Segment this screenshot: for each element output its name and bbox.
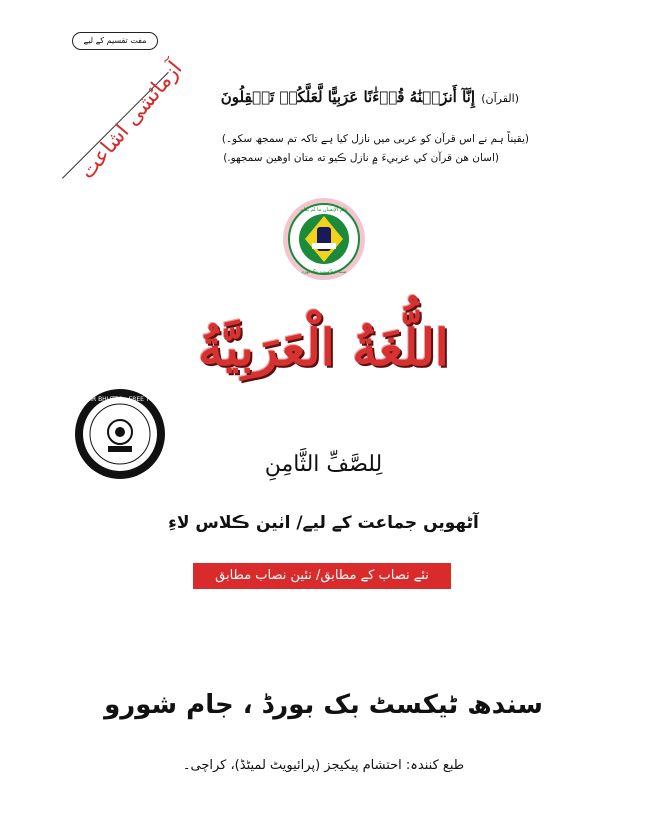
verse-translation-urdu: (یقیناً ہم نے اس قرآن کو عربی میں نازل کیا ہے تاکہ تم سمجھ سکو۔) [221,133,529,145]
quran-verse: إِنَّآ أَنزَلۡنَٰهُ قُرۡءَٰنًا عَرَبِيًّا لَّعَلَّكُمۡ تَعۡقِلُونَ [220,88,475,106]
logo-ring-text: سنڌ ٽيڪسٽ بڪ بورڊ [301,269,347,275]
textbook-board-logo [282,197,366,281]
printer-info: طبع کنندہ: احتشام پیکیجز (پرائیویٹ لمیٹڈ)، کراچی۔ [182,758,465,773]
publisher-board: سندھ ٹیکسٹ بک بورڈ ، جام شورو [104,690,543,720]
seal-ring-text: SHAHEED BENAZIR BHUTTO · FREE TEXTBOOK SERIES [38,396,202,403]
class-label: آٹھویں جماعت کے لیے/ اٺين ڪلاس لاءِ [168,513,479,533]
grade-subtitle: لِلصَّفِّ الثَّامِنِ [264,452,383,477]
book-title: اللُّغَةُ الْعَرَبِيَّةُ [198,318,449,377]
free-distribution-badge: مفت تقسیم کے لیے [72,32,158,50]
quran-reference: (القرآن) [481,92,519,105]
trial-edition-stamp: آزمائشی اشاعت [74,56,187,184]
new-curriculum-banner: نئے نصاب کے مطابق/ نئين نصاب مطابق [193,563,451,589]
logo-top-text: علم الإنسان ما لم يعلم [300,207,348,213]
verse-translation-sindhi: (اسان هن قرآن کي عربيءَ ۾ نازل ڪيو ته متان اوهين سمجهو.) [223,152,499,164]
